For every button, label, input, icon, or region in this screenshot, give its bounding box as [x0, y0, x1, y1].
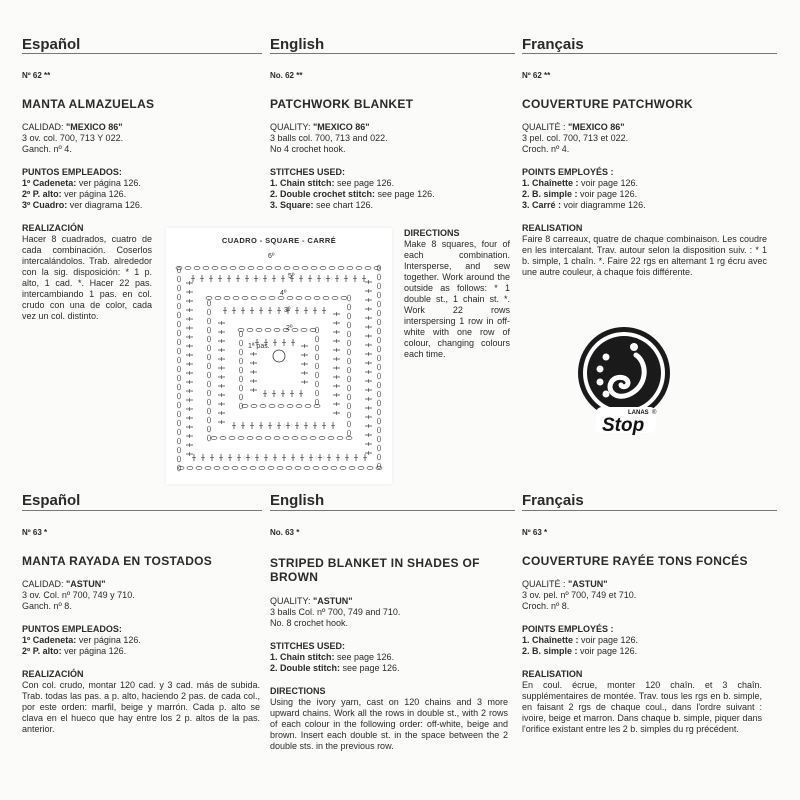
stitch-glyph [260, 296, 266, 299]
stitch-glyph [347, 430, 350, 436]
pattern-number: Nº 63 * [22, 528, 48, 537]
stitch-glyph [347, 322, 350, 328]
yarn-colors: 3 ov. pel. nº 700, 749 et 710. [522, 590, 637, 600]
stitch-glyph [239, 266, 245, 269]
quality-label: QUALITÉ : [522, 122, 569, 132]
stitch-glyph [278, 404, 284, 407]
stitch-glyph [377, 274, 380, 280]
round-label: 5º [288, 273, 295, 280]
stitch-glyph [256, 436, 262, 439]
stitch-glyph [207, 345, 210, 351]
stitch-glyph [347, 349, 350, 355]
directions-heading: REALISATION [522, 223, 583, 233]
hook-size: Ganch. nº 8. [22, 601, 72, 611]
stitch-glyph [177, 285, 180, 291]
stitch-glyph [177, 384, 180, 390]
stitch-glyph [229, 436, 235, 439]
stitch-glyph [265, 436, 271, 439]
quality-label: QUALITÉ : [522, 579, 569, 589]
chart-title: CUADRO - SQUARE - CARRÉ [221, 236, 337, 245]
pattern-number: Nº 62 ** [22, 71, 51, 80]
stitch-glyph [230, 266, 236, 269]
pattern-title: MANTA RAYADA EN TOSTADOS [22, 554, 213, 568]
stitch-glyph [365, 266, 371, 269]
stitch-glyph [377, 382, 380, 388]
stitch-glyph [377, 319, 380, 325]
stitch-glyph [320, 266, 326, 269]
stitch-glyph [177, 348, 180, 354]
stitch-glyph [296, 296, 302, 299]
directions-text: En coul. écrue, monter 120 chaîn. et 3 chaîn. supplémentaires de montée. Trav. tous les rgs en b. simple, en faisant 2 rgs de chaque coul., dans l'ordre suivant : ivoire, beige et marron. Dans chaque b. simple, piquer dans l'orifice existant entre les 2 b. simples du rg précédent. [522, 680, 762, 734]
directions-block-62-en [404, 228, 510, 360]
stitch-glyph [347, 394, 350, 400]
rule-en-62 [270, 53, 515, 54]
stitch-glyph [347, 266, 353, 269]
stitch-glyph [377, 454, 380, 460]
stitch-glyph [269, 296, 275, 299]
pattern-number: Nº 62 ** [522, 71, 551, 80]
stitch-glyph [207, 381, 210, 387]
stitch-glyph [239, 385, 242, 391]
stitch-glyph [177, 357, 180, 363]
stitch-glyph [211, 436, 217, 439]
logo-brand: Stop [602, 415, 645, 436]
stitch-glyph [346, 436, 352, 439]
yarn-name: "ASTUN" [568, 579, 608, 589]
stitch-glyph [293, 266, 299, 269]
directions-block [22, 223, 160, 322]
stitch-item: 3. Carré : voir diagramme 126. [522, 200, 646, 210]
stitch-glyph [215, 296, 221, 299]
stitch-glyph [177, 420, 180, 426]
stitches-heading: POINTS EMPLOYÉS : [522, 167, 614, 177]
yarn-name: "ASTUN" [66, 579, 106, 589]
stitch-glyph [207, 327, 210, 333]
stitch-item: 1º Cadeneta: ver página 126. [22, 635, 141, 645]
quality-block [270, 596, 510, 629]
stitch-glyph [377, 427, 380, 433]
crochet-square-chart [168, 230, 390, 482]
logo-mark: ® [652, 410, 657, 416]
stitch-glyph [239, 340, 242, 346]
stitch-glyph [206, 296, 212, 299]
stitch-glyph [273, 350, 285, 362]
quality-label: CALIDAD: [22, 579, 67, 589]
stitch-glyph [177, 438, 180, 444]
stitch-glyph [319, 436, 325, 439]
directions-heading: REALIZACIÓN [22, 669, 84, 679]
stitch-glyph [377, 400, 380, 406]
stitch-glyph [377, 355, 380, 361]
directions-heading: REALISATION [522, 669, 583, 679]
stitch-item: 2. Double stitch: see page 126. [270, 663, 400, 673]
pattern-title: MANTA ALMAZUELAS [22, 97, 155, 111]
stitch-glyph [341, 296, 347, 299]
stitch-glyph [207, 309, 210, 315]
stitch-glyph [356, 266, 362, 269]
stitch-item: 2º P. alto: ver página 126. [22, 189, 127, 199]
hook-size: Croch. nº 8. [522, 601, 570, 611]
stitches-block [22, 624, 262, 657]
stitch-glyph [301, 328, 307, 331]
stitch-glyph [177, 267, 180, 273]
stitch-glyph [315, 381, 318, 387]
stitch-glyph [274, 328, 280, 331]
stitch-glyph [377, 391, 380, 397]
stitch-glyph [302, 266, 308, 269]
stitch-glyph [260, 404, 266, 407]
stitch-glyph [205, 466, 211, 469]
stitch-glyph [177, 447, 180, 453]
stitch-glyph [177, 330, 180, 336]
stitch-glyph [310, 436, 316, 439]
stitch-glyph [329, 266, 335, 269]
stitch-glyph [187, 466, 193, 469]
yarn-colors: 3 ov. Col. nº 700, 749 y 710. [22, 590, 135, 600]
stitch-glyph [313, 466, 319, 469]
stitch-glyph [251, 296, 257, 299]
stitch-glyph [377, 409, 380, 415]
pattern-62-fr [522, 70, 767, 278]
stitch-glyph [347, 313, 350, 319]
stitch-glyph [248, 266, 254, 269]
stitch-glyph [286, 466, 292, 469]
stitch-glyph [328, 436, 334, 439]
stitch-glyph [241, 466, 247, 469]
stitch-glyph [315, 354, 318, 360]
stitch-glyph [283, 436, 289, 439]
stitch-glyph [233, 296, 239, 299]
stitch-item: 2º P. alto: ver página 126. [22, 646, 127, 656]
stitch-glyph [311, 266, 317, 269]
stitch-glyph [315, 336, 318, 342]
stitch-glyph [314, 296, 320, 299]
stitch-glyph [315, 372, 318, 378]
stitch-glyph [377, 328, 380, 334]
hook-size: No 4 crochet hook. [270, 144, 346, 154]
stitch-glyph [377, 283, 380, 289]
yarn-colors: 3 pel. col. 700, 713 et 022. [522, 133, 629, 143]
stitches-heading: STITCHES USED: [270, 641, 346, 651]
stitch-glyph [207, 399, 210, 405]
stitch-glyph [265, 328, 271, 331]
stitch-glyph [207, 336, 210, 342]
stitch-glyph [177, 411, 180, 417]
pattern-62-en [270, 70, 470, 211]
stitch-glyph [374, 266, 380, 269]
stitch-glyph [332, 296, 338, 299]
directions-heading: REALIZACIÓN [22, 223, 84, 233]
stitch-glyph [207, 363, 210, 369]
stitch-glyph [315, 390, 318, 396]
stitch-glyph [347, 376, 350, 382]
stitch-item: 1. Chain stitch: see page 126. [270, 652, 395, 662]
stitch-glyph [250, 466, 256, 469]
stitch-glyph [177, 339, 180, 345]
rule-en-63 [270, 510, 515, 511]
stitches-block [270, 641, 510, 674]
stitch-glyph [232, 466, 238, 469]
stitch-glyph [347, 358, 350, 364]
stitch-glyph [358, 466, 364, 469]
quality-label: QUALITY: [270, 596, 314, 606]
yarn-name: "ASTUN" [313, 596, 353, 606]
stitch-item: 1. Chain stitch: see page 126. [270, 178, 395, 188]
stitch-glyph [347, 403, 350, 409]
lang-heading-en-62: English [270, 36, 325, 53]
pattern-number: No. 63 * [270, 528, 300, 537]
stitch-glyph [256, 328, 262, 331]
stitch-glyph [207, 426, 210, 432]
stitch-item: 1. Chaînette : voir page 126. [522, 178, 639, 188]
stitch-glyph [269, 404, 275, 407]
pattern-title: COUVERTURE PATCHWORK [522, 97, 693, 111]
pattern-63-en [270, 527, 510, 752]
stitch-glyph [177, 312, 180, 318]
directions-block [22, 669, 262, 735]
stitch-glyph [377, 346, 380, 352]
round-label: 2º [286, 325, 293, 332]
yarn-name: "MEXICO 86" [568, 122, 625, 132]
stitch-glyph [377, 373, 380, 379]
stitches-heading: POINTS EMPLOYÉS : [522, 624, 614, 634]
stitch-glyph [377, 364, 380, 370]
round-label: 1ª pas. [248, 343, 270, 350]
directions-text: Con col. crudo, montar 120 cad. y 3 cad. más de subida. Trab. todas las pas. a p. alto, haciendo 2 pas. de cada col., por este orden: marfil, beige y marrón. Cada p. alto se clava en el hueco que hay entre los 2 p. altos de la pas. anterior. [22, 680, 260, 734]
stitch-glyph [377, 418, 380, 424]
pattern-number: No. 62 ** [270, 71, 303, 80]
pattern-62-es [22, 70, 160, 322]
lang-heading-en-63: English [270, 492, 325, 509]
hook-size: No. 8 crochet hook. [270, 618, 349, 628]
stitch-item: 1º Cadeneta: ver página 126. [22, 178, 141, 188]
stitch-glyph [177, 303, 180, 309]
stitch-glyph [315, 345, 318, 351]
quality-block [522, 122, 767, 155]
stitch-glyph [177, 375, 180, 381]
stitch-glyph [207, 435, 210, 441]
stitch-glyph [367, 466, 373, 469]
stitch-item: 2. B. simple : voir page 126. [522, 189, 638, 199]
directions-heading: DIRECTIONS [270, 686, 326, 696]
yarn-colors: 3 ov. col. 700, 713 Y 022. [22, 133, 124, 143]
stitch-item: 3. Square: see chart 126. [270, 200, 374, 210]
stitch-glyph [257, 266, 263, 269]
stitch-glyph [338, 266, 344, 269]
stitch-glyph [315, 363, 318, 369]
hook-size: Croch. nº 4. [522, 144, 570, 154]
directions-block [270, 686, 510, 752]
stitch-glyph [177, 456, 180, 462]
stitch-glyph [259, 466, 265, 469]
stitch-item: 3º Cuadro: ver diagrama 126. [22, 200, 143, 210]
stitch-glyph [377, 301, 380, 307]
directions-heading: DIRECTIONS [404, 228, 460, 238]
stitch-glyph [239, 349, 242, 355]
pattern-title: COUVERTURE RAYÉE TONS FONCÉS [522, 554, 748, 568]
lang-heading-fr-63: Français [522, 492, 584, 509]
stitch-glyph [377, 463, 380, 469]
crochet-diagram [168, 230, 390, 482]
stitch-glyph [247, 328, 253, 331]
stitch-glyph [323, 296, 329, 299]
quality-block [22, 579, 262, 612]
stitch-glyph [224, 296, 230, 299]
stitches-heading: PUNTOS EMPLEADOS: [22, 624, 122, 634]
stitch-glyph [214, 466, 220, 469]
directions-block [522, 669, 767, 735]
stitch-glyph [239, 367, 242, 373]
stitch-glyph [277, 466, 283, 469]
stitch-glyph [207, 372, 210, 378]
lang-heading-es-62: Español [22, 36, 81, 53]
round-label: 3º [284, 307, 291, 314]
stitch-glyph [207, 318, 210, 324]
stitch-glyph [220, 436, 226, 439]
stitch-glyph [242, 296, 248, 299]
stitches-block [522, 167, 767, 211]
pattern-number: Nº 63 * [522, 528, 548, 537]
stitch-glyph [292, 328, 298, 331]
rule-es-63 [22, 510, 262, 511]
stitch-glyph [212, 266, 218, 269]
quality-label: CALIDAD: [22, 122, 67, 132]
stitch-item: 2. B. simple : voir page 126. [522, 646, 638, 656]
round-label: 4º [280, 290, 287, 297]
stitch-glyph [349, 466, 355, 469]
lanas-stop-logo [576, 325, 672, 443]
stitch-glyph [377, 436, 380, 442]
stitch-glyph [284, 266, 290, 269]
stitches-block [22, 167, 160, 211]
stitch-glyph [177, 294, 180, 300]
stitch-glyph [287, 296, 293, 299]
yarn-name: "MEXICO 86" [313, 122, 370, 132]
quality-block [22, 122, 160, 155]
stitch-glyph [377, 292, 380, 298]
stitches-block [270, 167, 470, 211]
stitch-glyph [347, 295, 350, 301]
pattern-63-fr [522, 527, 767, 735]
stitch-glyph [207, 300, 210, 306]
directions-text: Hacer 8 cuadrados, cuatro de cada combinación. Coserlos intercalándolos. Trab. alrededor con la sig. disposición: * 1 p. alto, 1 cad. *. Hacer 22 pas. intercambiando 1 pas. en col. crudo con una de color, cada vez un col. distinto. [22, 234, 152, 321]
lang-heading-fr-62: Français [522, 36, 584, 53]
directions-text: Using the ivory yarn, cast on 120 chains and 3 more upward chains. Work all the rows in double st., with 2 rows of each colour in the following order: off-white, beige and brown. Insert each double st. in the space between the 2 double sts. in the previous row. [270, 697, 508, 751]
stitch-glyph [268, 466, 274, 469]
yarn-colors: 3 balls col. 700, 713 and 022. [270, 133, 388, 143]
stitch-glyph [377, 445, 380, 451]
stitches-heading: STITCHES USED: [270, 167, 346, 177]
stitch-glyph [221, 266, 227, 269]
quality-label: QUALITY: [270, 122, 314, 132]
stitch-glyph [251, 404, 257, 407]
stitch-glyph [337, 436, 343, 439]
stitch-glyph [178, 466, 184, 469]
lang-heading-es-63: Español [22, 492, 81, 509]
stitch-glyph [223, 466, 229, 469]
stitch-glyph [377, 310, 380, 316]
stitch-glyph [304, 466, 310, 469]
pattern-title: PATCHWORK BLANKET [270, 97, 414, 111]
stitch-glyph [177, 429, 180, 435]
stitch-glyph [177, 393, 180, 399]
stitch-glyph [295, 466, 301, 469]
stitch-glyph [207, 390, 210, 396]
yarn-colors: 3 balls Col. nº 700, 749 and 710. [270, 607, 401, 617]
rule-fr-63 [522, 510, 777, 511]
stitch-glyph [207, 408, 210, 414]
stitch-glyph [347, 367, 350, 373]
pattern-title: STRIPED BLANKET IN SHADES OF BROWN [270, 556, 480, 584]
rule-es-62 [22, 53, 262, 54]
stitch-glyph [177, 276, 180, 282]
stitch-glyph [194, 266, 200, 269]
stitch-glyph [275, 266, 281, 269]
stitch-glyph [347, 412, 350, 418]
stitch-glyph [296, 404, 302, 407]
stitch-glyph [247, 436, 253, 439]
stitch-glyph [331, 466, 337, 469]
directions-block [522, 223, 767, 278]
logo-emblem [576, 325, 672, 443]
stitches-block [522, 624, 767, 657]
logo-sub: LANAS [628, 410, 649, 416]
stitch-glyph [177, 366, 180, 372]
quality-block [522, 579, 767, 612]
stitch-glyph [301, 436, 307, 439]
stitch-glyph [239, 358, 242, 364]
stitch-item: 1. Chaînette : voir page 126. [522, 635, 639, 645]
stitch-glyph [177, 402, 180, 408]
stitch-glyph [347, 304, 350, 310]
stitch-glyph [305, 296, 311, 299]
pattern-63-es [22, 527, 262, 735]
stitch-glyph [239, 394, 242, 400]
stitch-glyph [203, 266, 209, 269]
stitch-glyph [207, 417, 210, 423]
yarn-name: "MEXICO 86" [66, 122, 123, 132]
stitch-glyph [305, 404, 311, 407]
stitch-glyph [274, 436, 280, 439]
stitch-glyph [347, 421, 350, 427]
stitch-glyph [207, 354, 210, 360]
stitch-glyph [196, 466, 202, 469]
stitch-glyph [266, 266, 272, 269]
stitches-heading: PUNTOS EMPLEADOS: [22, 167, 122, 177]
stitch-glyph [177, 321, 180, 327]
stitch-glyph [347, 331, 350, 337]
directions-text: Make 8 squares, four of each combination. Intersperse, and sew together. Work around the outside as follows: * 1 double st., 1 chain st. *. Work 22 rows interspersing 1 row in off-white with one row of colour, changing colours each time. [404, 239, 510, 359]
stitch-glyph [347, 340, 350, 346]
stitch-glyph [340, 466, 346, 469]
stitch-glyph [377, 337, 380, 343]
stitch-glyph [185, 266, 191, 269]
rule-fr-62 [522, 53, 777, 54]
stitch-item: 2. Double crochet stitch: see page 126. [270, 189, 435, 199]
hook-size: Ganch. nº 4. [22, 144, 72, 154]
round-label: 6º [268, 253, 275, 260]
stitch-glyph [347, 385, 350, 391]
stitch-glyph [287, 404, 293, 407]
stitch-glyph [238, 436, 244, 439]
stitch-glyph [292, 436, 298, 439]
stitch-glyph [239, 376, 242, 382]
directions-text: Faire 8 carreaux, quatre de chaque combinaison. Les coudre en les intercalant. Trav. autour selon la disposition suiv. : * 1 b. simple, 1 chaîn. *. Faire 22 rgs en alternant 1 rg écru avec une autre couleur, à chaque fois différente. [522, 234, 767, 277]
stitch-glyph [322, 466, 328, 469]
quality-block [270, 122, 470, 155]
